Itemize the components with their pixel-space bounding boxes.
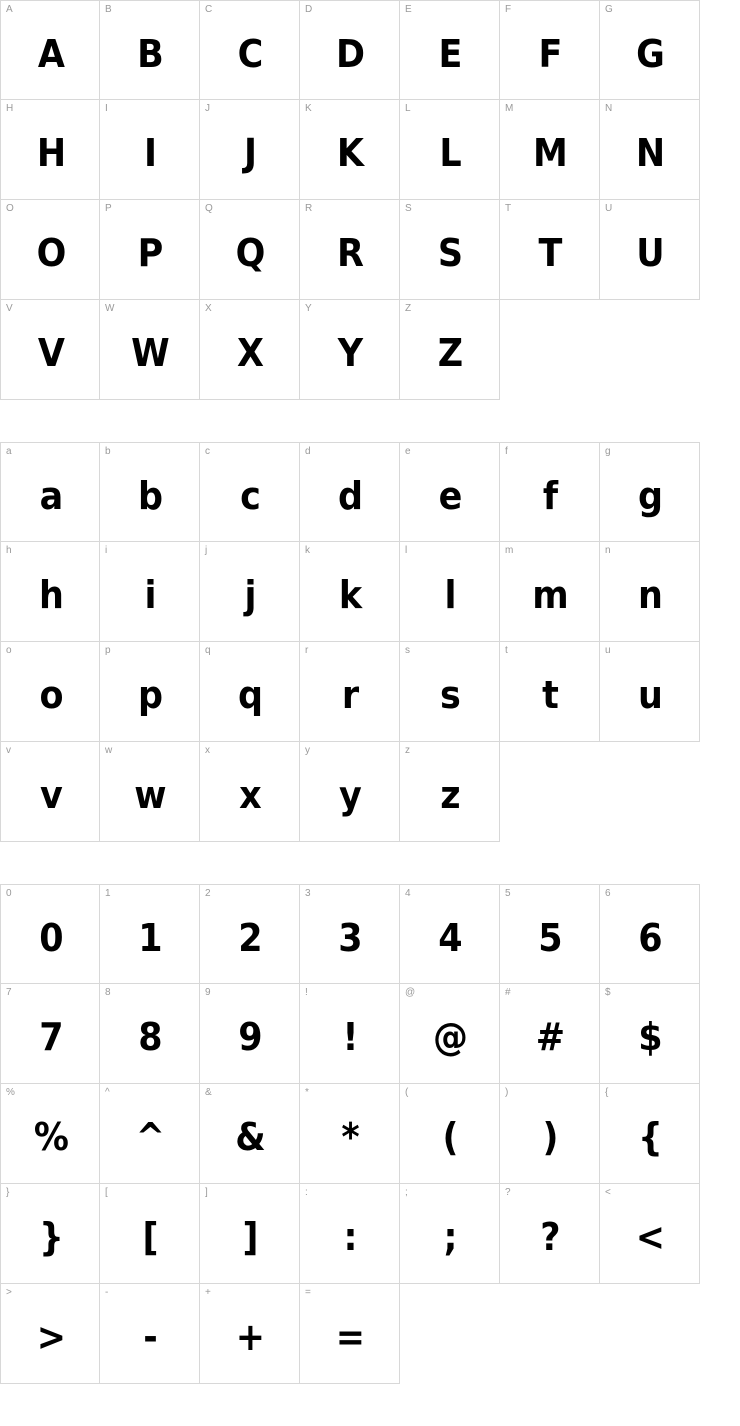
glyph-cell[interactable] xyxy=(400,442,500,542)
glyph-sample: F xyxy=(538,32,562,76)
glyph-cell[interactable] xyxy=(200,0,300,100)
glyph-cell[interactable] xyxy=(0,742,100,842)
glyph-sample: 0 xyxy=(39,916,63,960)
glyph-sample: Y xyxy=(337,331,363,375)
glyph-cell[interactable] xyxy=(400,0,500,100)
glyph-cell[interactable] xyxy=(200,642,300,742)
glyph-cell[interactable] xyxy=(200,742,300,842)
glyph-sample: % xyxy=(33,1115,69,1159)
glyph-cell[interactable] xyxy=(200,542,300,642)
glyph-cell[interactable] xyxy=(0,642,100,742)
glyph-cell[interactable] xyxy=(0,884,100,984)
glyph-sample: i xyxy=(144,573,156,617)
glyph-label: Y xyxy=(305,303,312,314)
glyph-block-uppercase xyxy=(0,0,740,400)
glyph-sample: P xyxy=(137,231,163,275)
glyph-label: 0 xyxy=(6,888,12,899)
glyph-sample: q xyxy=(237,673,263,717)
glyph-sample: J xyxy=(243,131,257,175)
glyph-sample: O xyxy=(36,231,66,275)
glyph-cell[interactable] xyxy=(200,100,300,200)
glyph-cell[interactable] xyxy=(400,100,500,200)
glyph-label: i xyxy=(105,545,108,556)
glyph-cell[interactable] xyxy=(400,1084,500,1184)
glyph-sample: k xyxy=(338,573,362,617)
glyph-cell[interactable] xyxy=(600,642,700,742)
glyph-sample: m xyxy=(532,573,568,617)
glyph-cell[interactable] xyxy=(100,442,200,542)
glyph-sample: ! xyxy=(342,1015,358,1059)
glyph-cell[interactable] xyxy=(100,300,200,400)
glyph-cell[interactable] xyxy=(400,1184,500,1284)
glyph-label: 4 xyxy=(405,888,411,899)
glyph-sample: } xyxy=(39,1215,63,1259)
glyph-label: P xyxy=(105,203,112,214)
glyph-cell[interactable] xyxy=(200,984,300,1084)
glyph-cell[interactable] xyxy=(600,984,700,1084)
glyph-sample: & xyxy=(235,1115,265,1159)
glyph-grid xyxy=(0,442,700,842)
glyph-sample: g xyxy=(637,474,663,518)
glyph-cell[interactable] xyxy=(300,1284,400,1384)
glyph-label: b xyxy=(105,446,111,457)
glyph-cell[interactable] xyxy=(400,742,500,842)
glyph-cell-empty xyxy=(500,300,600,400)
glyph-label: % xyxy=(6,1087,15,1098)
glyph-label: p xyxy=(105,645,111,656)
glyph-grid xyxy=(0,884,700,1384)
glyph-label: + xyxy=(205,1287,211,1298)
glyph-cell[interactable] xyxy=(0,442,100,542)
glyph-cell[interactable] xyxy=(100,200,200,300)
glyph-label: L xyxy=(405,103,411,114)
glyph-cell[interactable] xyxy=(500,200,600,300)
glyph-label: q xyxy=(205,645,211,656)
glyph-label: > xyxy=(6,1287,12,1298)
glyph-sample: z xyxy=(440,773,460,817)
glyph-sample: e xyxy=(438,474,462,518)
glyph-cell[interactable] xyxy=(600,200,700,300)
glyph-label: * xyxy=(305,1087,309,1098)
glyph-cell[interactable] xyxy=(200,442,300,542)
glyph-label: ( xyxy=(405,1087,409,1098)
glyph-sample: { xyxy=(638,1115,662,1159)
glyph-label: A xyxy=(6,4,13,15)
glyph-sample: A xyxy=(37,32,65,76)
glyph-label: v xyxy=(6,745,11,756)
glyph-label: o xyxy=(6,645,12,656)
glyph-block-digits-and-symbols xyxy=(0,884,740,1384)
glyph-label: ] xyxy=(205,1187,208,1198)
glyph-sample: L xyxy=(439,131,461,175)
glyph-cell[interactable] xyxy=(300,642,400,742)
glyph-label: k xyxy=(305,545,310,556)
glyph-label: < xyxy=(605,1187,611,1198)
glyph-cell[interactable] xyxy=(0,1084,100,1184)
glyph-cell[interactable] xyxy=(0,0,100,100)
glyph-cell[interactable] xyxy=(500,542,600,642)
glyph-sample: ] xyxy=(242,1215,258,1259)
glyph-cell[interactable] xyxy=(400,984,500,1084)
glyph-label: t xyxy=(505,645,508,656)
glyph-label: X xyxy=(205,303,212,314)
glyph-sample: 5 xyxy=(538,916,562,960)
glyph-label: B xyxy=(105,4,112,15)
glyph-cell[interactable] xyxy=(0,300,100,400)
glyph-label: d xyxy=(305,446,311,457)
glyph-cell[interactable] xyxy=(600,884,700,984)
glyph-cell[interactable] xyxy=(300,984,400,1084)
glyph-label: Q xyxy=(205,203,213,214)
glyph-sample: I xyxy=(143,131,157,175)
glyph-label: 2 xyxy=(205,888,211,899)
glyph-label: C xyxy=(205,4,213,15)
glyph-sample: x xyxy=(239,773,261,817)
glyph-cell[interactable] xyxy=(600,1084,700,1184)
glyph-label: T xyxy=(505,203,512,214)
glyph-sample: ? xyxy=(540,1215,560,1259)
glyph-label: 1 xyxy=(105,888,111,899)
glyph-cell[interactable] xyxy=(400,542,500,642)
glyph-sample: b xyxy=(137,474,163,518)
glyph-cell[interactable] xyxy=(300,542,400,642)
glyph-sample: r xyxy=(341,673,359,717)
glyph-label: R xyxy=(305,203,313,214)
glyph-cell[interactable] xyxy=(200,1284,300,1384)
glyph-cell[interactable] xyxy=(500,442,600,542)
glyph-sample: ; xyxy=(443,1215,457,1259)
glyph-cell-empty xyxy=(600,300,700,400)
glyph-cell[interactable] xyxy=(100,642,200,742)
glyph-sample: D xyxy=(335,32,365,76)
glyph-cell-empty xyxy=(500,1284,600,1384)
glyph-sample: @ xyxy=(432,1015,468,1059)
glyph-label: } xyxy=(6,1187,10,1198)
glyph-cell[interactable] xyxy=(100,884,200,984)
glyph-sample: $ xyxy=(638,1015,662,1059)
glyph-label: 3 xyxy=(305,888,311,899)
glyph-sample: s xyxy=(440,673,460,717)
glyph-label: @ xyxy=(405,987,416,998)
glyph-label: j xyxy=(205,545,208,556)
glyph-cell[interactable] xyxy=(400,300,500,400)
glyph-cell[interactable] xyxy=(400,200,500,300)
glyph-label: 9 xyxy=(205,987,211,998)
glyph-sample: ( xyxy=(442,1115,458,1159)
glyph-sample: = xyxy=(335,1315,365,1359)
glyph-cell-empty xyxy=(600,742,700,842)
glyph-label: y xyxy=(305,745,310,756)
glyph-cell[interactable] xyxy=(500,1184,600,1284)
glyph-sample: 4 xyxy=(438,916,462,960)
glyph-sample: N xyxy=(635,131,665,175)
glyph-label: u xyxy=(605,645,611,656)
glyph-cell[interactable] xyxy=(200,200,300,300)
glyph-sample: U xyxy=(636,231,664,275)
glyph-label: ^ xyxy=(105,1087,110,1098)
glyph-label: O xyxy=(6,203,14,214)
glyph-label: D xyxy=(305,4,313,15)
glyph-sample: X xyxy=(236,331,264,375)
glyph-label: - xyxy=(105,1287,109,1298)
glyph-cell[interactable] xyxy=(100,1184,200,1284)
glyph-label: $ xyxy=(605,987,611,998)
glyph-cell[interactable] xyxy=(200,300,300,400)
glyph-sample: 1 xyxy=(138,916,162,960)
glyph-label: z xyxy=(405,745,410,756)
glyph-cell[interactable] xyxy=(500,100,600,200)
glyph-cell[interactable] xyxy=(200,1184,300,1284)
glyph-sample: j xyxy=(244,573,256,617)
glyph-label: : xyxy=(305,1187,308,1198)
glyph-label: 7 xyxy=(6,987,12,998)
glyph-block-lowercase xyxy=(0,442,740,842)
glyph-label: c xyxy=(205,446,210,457)
glyph-sample: ^ xyxy=(135,1115,165,1159)
glyph-label: V xyxy=(6,303,13,314)
glyph-label: & xyxy=(205,1087,212,1098)
glyph-cell[interactable] xyxy=(300,0,400,100)
glyph-cell[interactable] xyxy=(0,542,100,642)
glyph-sample: R xyxy=(336,231,363,275)
glyph-cell[interactable] xyxy=(0,100,100,200)
glyph-sample: M xyxy=(533,131,567,175)
glyph-sample: 7 xyxy=(39,1015,63,1059)
glyph-label: m xyxy=(505,545,514,556)
glyph-label: h xyxy=(6,545,12,556)
glyph-label: 8 xyxy=(105,987,111,998)
glyph-sample: t xyxy=(542,673,558,717)
glyph-cell[interactable] xyxy=(100,1084,200,1184)
glyph-sample: l xyxy=(444,573,456,617)
glyph-cell-empty xyxy=(500,742,600,842)
glyph-cell[interactable] xyxy=(600,442,700,542)
glyph-sample: 6 xyxy=(638,916,662,960)
glyph-label: G xyxy=(605,4,613,15)
glyph-label: W xyxy=(105,303,115,314)
glyph-cell[interactable] xyxy=(500,0,600,100)
glyph-sample: > xyxy=(36,1315,66,1359)
glyph-sample: p xyxy=(137,673,163,717)
glyph-sample: S xyxy=(437,231,463,275)
glyph-label: g xyxy=(605,446,611,457)
glyph-label: S xyxy=(405,203,412,214)
glyph-cell[interactable] xyxy=(100,542,200,642)
glyph-label: { xyxy=(605,1087,609,1098)
glyph-cell[interactable] xyxy=(300,742,400,842)
glyph-cell-empty xyxy=(400,1284,500,1384)
glyph-label: ) xyxy=(505,1087,509,1098)
glyph-sample: w xyxy=(134,773,166,817)
glyph-sample: < xyxy=(635,1215,665,1259)
glyph-label: w xyxy=(105,745,113,756)
glyph-cell[interactable] xyxy=(300,200,400,300)
glyph-label: N xyxy=(605,103,613,114)
glyph-sample: o xyxy=(39,673,63,717)
glyph-cell[interactable] xyxy=(400,884,500,984)
glyph-label: J xyxy=(205,103,210,114)
glyph-sample: T xyxy=(538,231,562,275)
glyph-cell[interactable] xyxy=(300,1184,400,1284)
glyph-sample: V xyxy=(37,331,65,375)
glyph-sample: y xyxy=(339,773,361,817)
glyph-sample: G xyxy=(636,32,664,76)
glyph-cell[interactable] xyxy=(500,642,600,742)
glyph-grid xyxy=(0,0,700,400)
glyph-cell[interactable] xyxy=(500,884,600,984)
glyph-sample: c xyxy=(240,474,260,518)
glyph-cell[interactable] xyxy=(100,742,200,842)
glyph-label: U xyxy=(605,203,613,214)
glyph-cell[interactable] xyxy=(600,1184,700,1284)
glyph-sample: E xyxy=(438,32,462,76)
glyph-sample: v xyxy=(40,773,62,817)
glyph-cell[interactable] xyxy=(600,542,700,642)
glyph-label: r xyxy=(305,645,309,656)
glyph-sample: n xyxy=(638,573,662,617)
glyph-label: [ xyxy=(105,1187,108,1198)
glyph-cell[interactable] xyxy=(600,100,700,200)
glyph-label: s xyxy=(405,645,410,656)
glyph-label: f xyxy=(505,446,508,457)
glyph-cell[interactable] xyxy=(100,100,200,200)
glyph-cell[interactable] xyxy=(200,884,300,984)
glyph-cell[interactable] xyxy=(0,200,100,300)
glyph-sample: ) xyxy=(542,1115,558,1159)
glyph-label: ; xyxy=(405,1187,408,1198)
glyph-sample: a xyxy=(39,474,63,518)
glyph-sample: H xyxy=(36,131,66,175)
glyph-cell[interactable] xyxy=(300,1084,400,1184)
glyph-label: E xyxy=(405,4,412,15)
glyph-sample: h xyxy=(39,573,63,617)
glyph-label: n xyxy=(605,545,611,556)
glyph-sample: d xyxy=(337,474,363,518)
glyph-cell[interactable] xyxy=(200,1084,300,1184)
glyph-sample: 8 xyxy=(138,1015,162,1059)
glyph-cell[interactable] xyxy=(0,1284,100,1384)
glyph-sample: Q xyxy=(235,231,265,275)
glyph-cell[interactable] xyxy=(0,1184,100,1284)
glyph-label: 5 xyxy=(505,888,511,899)
glyph-cell[interactable] xyxy=(100,0,200,100)
glyph-cell[interactable] xyxy=(500,1084,600,1184)
glyph-sample: : xyxy=(343,1215,357,1259)
glyph-label: H xyxy=(6,103,14,114)
glyph-label: F xyxy=(505,4,512,15)
glyph-sample: Z xyxy=(437,331,463,375)
glyph-label: ? xyxy=(505,1187,511,1198)
glyph-cell[interactable] xyxy=(600,0,700,100)
glyph-label: 6 xyxy=(605,888,611,899)
glyph-sample: u xyxy=(638,673,662,717)
glyph-label: x xyxy=(205,745,210,756)
glyph-sample: 3 xyxy=(338,916,362,960)
glyph-sample: 2 xyxy=(238,916,262,960)
glyph-sample: W xyxy=(131,331,169,375)
glyph-cell[interactable] xyxy=(0,984,100,1084)
glyph-cell[interactable] xyxy=(100,984,200,1084)
glyph-cell-empty xyxy=(600,1284,700,1384)
glyph-label: e xyxy=(405,446,411,457)
glyph-sample: C xyxy=(237,32,263,76)
glyph-sample: f xyxy=(542,474,558,518)
glyph-sample: - xyxy=(143,1315,157,1359)
glyph-label: Z xyxy=(405,303,412,314)
glyph-cell[interactable] xyxy=(300,442,400,542)
glyph-label: = xyxy=(305,1287,311,1298)
glyph-cell[interactable] xyxy=(300,100,400,200)
glyph-label: M xyxy=(505,103,514,114)
glyph-sample: K xyxy=(336,131,364,175)
glyph-sample: + xyxy=(235,1315,265,1359)
glyph-label: a xyxy=(6,446,12,457)
glyph-sample: [ xyxy=(142,1215,158,1259)
glyph-cell[interactable] xyxy=(300,884,400,984)
glyph-label: # xyxy=(505,987,511,998)
glyph-sample: * xyxy=(341,1115,359,1159)
glyph-label: K xyxy=(305,103,312,114)
glyph-sample: B xyxy=(137,32,163,76)
glyph-cell[interactable] xyxy=(300,300,400,400)
glyph-sample: # xyxy=(535,1015,565,1059)
glyph-label: ! xyxy=(305,987,308,998)
glyph-cell[interactable] xyxy=(100,1284,200,1384)
glyph-cell[interactable] xyxy=(500,984,600,1084)
glyph-label: I xyxy=(105,103,108,114)
glyph-sample: 9 xyxy=(238,1015,262,1059)
glyph-label: l xyxy=(405,545,408,556)
glyph-cell[interactable] xyxy=(400,642,500,742)
